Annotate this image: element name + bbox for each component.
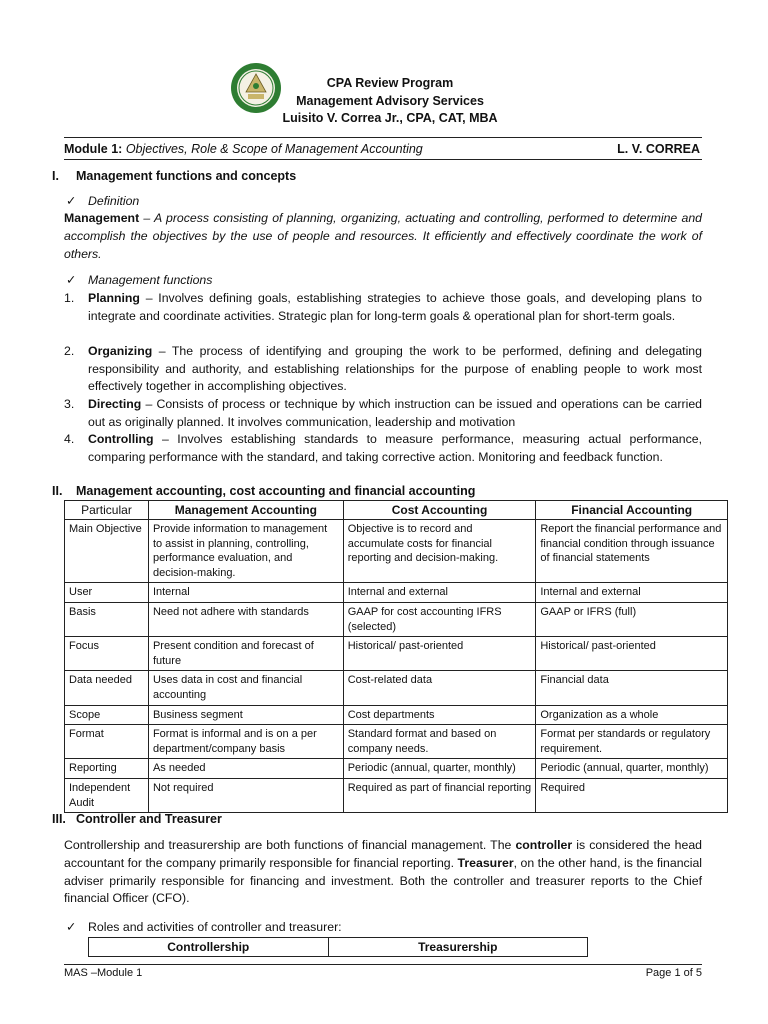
table-cell: Not required — [148, 778, 343, 812]
list-item: 2. Organizing – The process of identifying and grouping the work to be performed, defining and delegating responsibility and authority, and establishing relationships for the purpose of enabling people to work most effectively together in accomplishing objectives. — [64, 344, 702, 394]
author-name: Luisito V. Correa Jr., CPA, CAT, MBA — [282, 111, 498, 125]
table-cell: Uses data in cost and financial accounting — [148, 671, 343, 705]
list-item: 1. Planning – Involves defining goals, establishing strategies to achieve those goals, and developing plans to integrate and coordinate activities. Strategic plan for long-term goals & operational plan for short-term goals. — [64, 291, 702, 323]
module-label: Module 1: — [64, 142, 123, 156]
table-cell: Main Objective — [65, 520, 149, 583]
column-header: Cost Accounting — [343, 501, 536, 520]
module-author: L. V. CORREA — [617, 142, 700, 156]
table-cell: Organization as a whole — [536, 705, 728, 725]
column-header: Management Accounting — [148, 501, 343, 520]
table-cell: Report the financial performance and financial condition through issuance of financial statements — [536, 520, 728, 583]
table-row — [65, 725, 728, 759]
table-cell: Need not adhere with standards — [148, 602, 343, 636]
table-cell: Provide information to management to assist in planning, controlling, performance evaluation, and decision-making. — [148, 520, 343, 583]
check-icon: ✓ — [66, 194, 77, 208]
footer-left: MAS –Module 1 — [64, 967, 143, 979]
section-3-heading: III. Controller and Treasurer — [52, 812, 222, 826]
header-rule — [64, 137, 702, 138]
table-cell: GAAP or IFRS (full) — [536, 602, 728, 636]
module-rule — [64, 159, 702, 160]
table-cell: Periodic (annual, quarter, monthly) — [536, 759, 728, 779]
table-row — [65, 759, 728, 779]
table-cell: Reporting — [65, 759, 149, 779]
table-row — [65, 583, 728, 603]
table-cell: Business segment — [148, 705, 343, 725]
definition-label: ✓ Definition — [66, 194, 140, 208]
accounting-comparison-table — [64, 500, 728, 813]
table-row — [65, 520, 728, 583]
table-cell: Periodic (annual, quarter, monthly) — [343, 759, 536, 779]
page-number: Page 1 of 5 — [645, 967, 702, 979]
column-header: Controllership — [89, 938, 329, 957]
table-row — [65, 705, 728, 725]
table-cell: Internal and external — [343, 583, 536, 603]
table-cell: Required — [536, 778, 728, 812]
table-cell: Cost-related data — [343, 671, 536, 705]
program-title: CPA Review Program — [326, 76, 454, 90]
table-cell: Objective is to record and accumulate costs for financial reporting and decision-making. — [343, 520, 536, 583]
table-cell: Financial data — [536, 671, 728, 705]
roles-label: ✓ Roles and activities of controller and treasurer: — [66, 920, 342, 934]
list-item: 3. Directing – Consists of process or technique by which instruction can be issued and operations can be carried out as originally planned. It involves communication, leadership and motivation — [64, 397, 702, 429]
table-cell: Historical/ past-oriented — [343, 637, 536, 671]
section-2-heading: II. Management accounting, cost accounting and financial accounting — [52, 484, 476, 498]
table-cell: Format is informal and is on a per department/company basis — [148, 725, 343, 759]
functions-label: ✓ Management functions — [66, 273, 213, 287]
check-icon: ✓ — [66, 273, 77, 287]
management-definition: Management – A process consisting of planning, organizing, actuating and controlling, performed to determine and accomplish the objectives by the use of people and resources. It efficiently and effectively coordinate the work of others. — [64, 211, 702, 261]
table-cell: Format per standards or regulatory requirement. — [536, 725, 728, 759]
module-title: Objectives, Role & Scope of Management Accounting — [125, 142, 423, 156]
table-cell: Internal — [148, 583, 343, 603]
table-cell: Standard format and based on company needs. — [343, 725, 536, 759]
module-line — [64, 142, 700, 156]
table-cell: Format — [65, 725, 149, 759]
table-row — [65, 778, 728, 812]
controller-treasurer-paragraph: Controllership and treasurership are both functions of financial management. The controller is considered the head accountant for the company primarily responsible for financial reporting. Treasurer, on the other hand, is the financial adviser primarily responsible for financing and investment. Both the controller and treasurer reports to the Chief financial Officer (CFO). — [64, 838, 703, 906]
check-icon: ✓ — [66, 920, 77, 934]
table-cell: User — [65, 583, 149, 603]
column-header: Particular — [65, 501, 149, 520]
list-item: 4. Controlling – Involves establishing standards to measure performance, measuring actual performance, comparing performance with the standard, and taking corrective action. Monitoring and feedback function. — [64, 432, 702, 464]
table-cell: GAAP for cost accounting IFRS (selected) — [343, 602, 536, 636]
table-cell: Scope — [65, 705, 149, 725]
table-row — [65, 602, 728, 636]
section-1-heading: I. Management functions and concepts — [52, 169, 297, 183]
table-cell: Historical/ past-oriented — [536, 637, 728, 671]
table-cell: As needed — [148, 759, 343, 779]
table-cell: Independent Audit — [65, 778, 149, 812]
table-cell: Present condition and forecast of future — [148, 637, 343, 671]
table-cell: Cost departments — [343, 705, 536, 725]
table-row — [65, 671, 728, 705]
column-header: Treasurership — [328, 938, 587, 957]
column-header: Financial Accounting — [536, 501, 728, 520]
table-row — [65, 637, 728, 671]
table-header-row — [65, 501, 728, 520]
controller-treasurer-table — [88, 937, 588, 957]
table-cell: Focus — [65, 637, 149, 671]
course-title: Management Advisory Services — [296, 94, 484, 108]
table-cell: Required as part of financial reporting — [343, 778, 536, 812]
table-header-row — [89, 938, 588, 957]
footer-rule — [64, 964, 702, 965]
table-cell: Data needed — [65, 671, 149, 705]
table-cell: Basis — [65, 602, 149, 636]
table-cell: Internal and external — [536, 583, 728, 603]
